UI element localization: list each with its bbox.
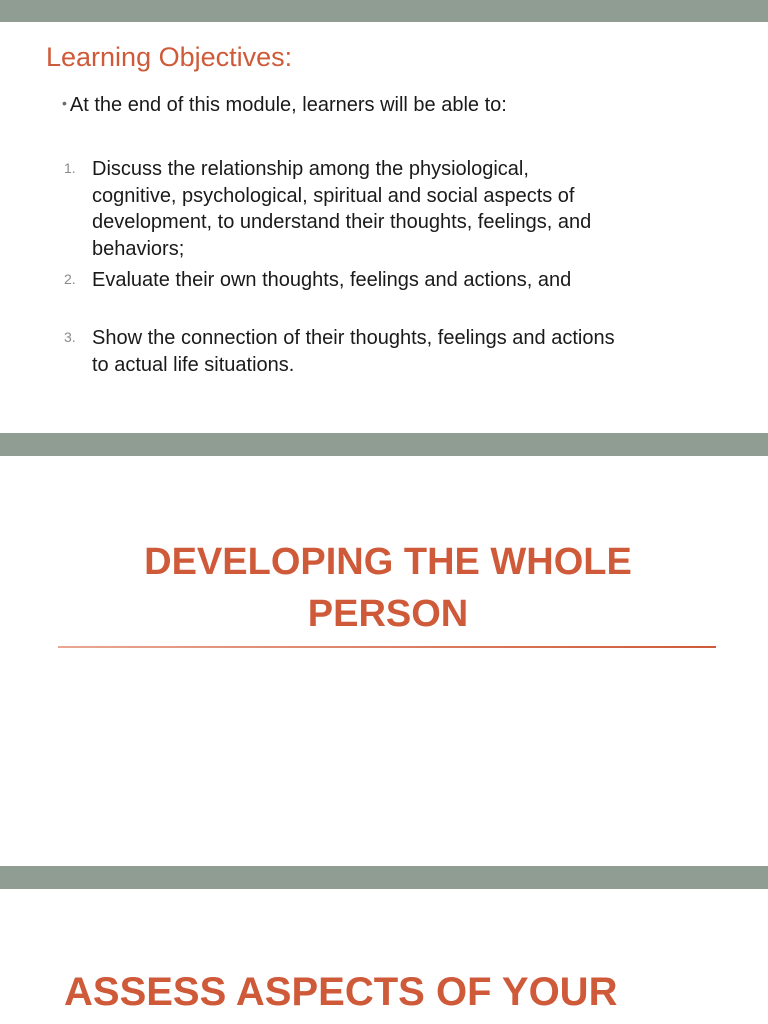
slide-divider-band — [0, 433, 768, 456]
objective-number: 2. — [64, 271, 76, 287]
slide-divider-band — [0, 866, 768, 889]
intro-text: At the end of this module, learners will be able to: — [69, 94, 507, 116]
objective-text: Discuss the relationship among the physiological, cognitive, psychological, spiritual and social aspects of development, to understand their thoughts, feelings, and behaviors; — [92, 158, 592, 260]
slide-title: ASSESS ASPECTS OF YOUR — [64, 970, 618, 1014]
objective-text: Show the connection of their thoughts, feelings and actions to actual life situations. — [92, 327, 615, 376]
title-underline — [58, 646, 716, 648]
objective-number: 1. — [64, 160, 76, 176]
slide-title: DEVELOPING THE WHOLE PERSON — [144, 541, 632, 635]
intro-bullet — [62, 94, 507, 117]
slide-title: Learning Objectives: — [46, 42, 293, 72]
objective-number: 3. — [64, 329, 76, 345]
objective-text: Evaluate their own thoughts, feelings and actions, and — [92, 269, 572, 291]
slide-divider-band — [0, 0, 768, 22]
bullet-icon: • — [62, 95, 67, 111]
